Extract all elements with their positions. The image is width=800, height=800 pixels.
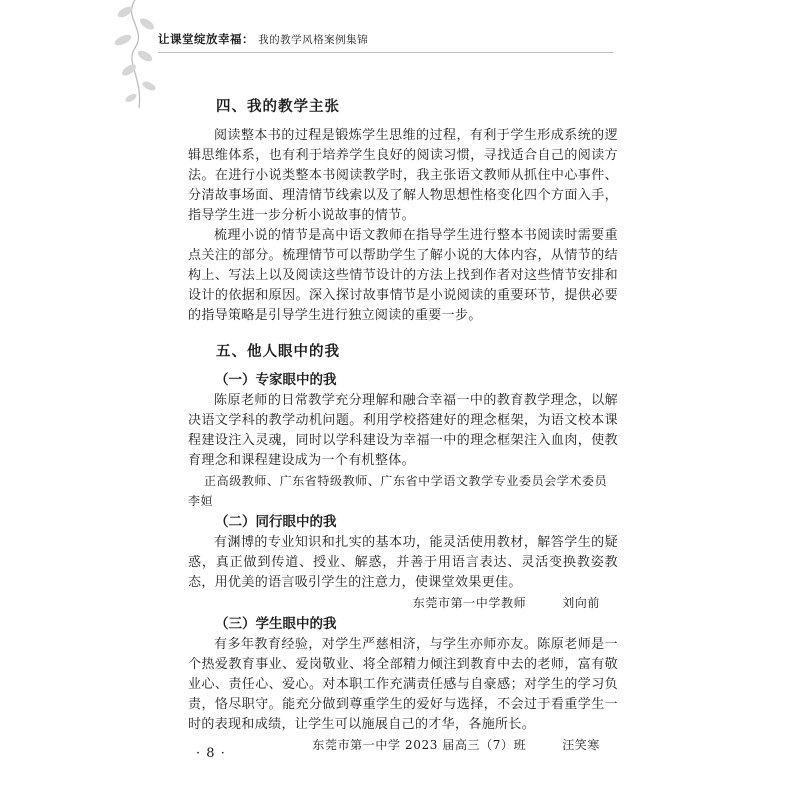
paragraph: 阅读整本书的过程是锻炼学生思维的过程，有利于学生形成系统的逻辑思维体系，也有利于培养学生良好的阅读习惯，寻找适合自己的阅读方法。在进行小说类整本书阅读教学时，我主张语文教师从抓住中心事件、分清故事场面、理清情节线索以及了解人物思想性格变化四个方面入手，指导学生进一步分析小说故事的情节。 bbox=[188, 128, 618, 223]
signature-name: 刘向前 bbox=[562, 596, 600, 610]
subheading-peer-view: （二）同行眼中的我 bbox=[215, 514, 337, 530]
signature-role: 东莞市第一中学 2023 届高三（7）班 bbox=[312, 738, 527, 752]
section-heading-others-view: 五、他人眼中的我 bbox=[216, 343, 340, 360]
page-content bbox=[188, 96, 618, 755]
subheading-student-view: （三）学生眼中的我 bbox=[215, 616, 337, 632]
signature-line bbox=[188, 735, 618, 755]
signature-role: 正高级教师、广东省特级教师、广东省中学语文教学专业委员会学术委员 bbox=[204, 474, 608, 488]
subheading-expert-view: （一）专家眼中的我 bbox=[215, 372, 337, 388]
paragraph: 有多年教育经验，对学生严慈相济，与学生亦师亦友。陈原老师是一个热爱教育事业、爱岗敬业、将全部精力倾注到教育中去的老师，富有敬业心、责任心、爱心。对本职工作充满责任感与自豪感；对学生的学习负责，恪尽职守。能充分做到尊重学生的爱好与选择，不会过于看重学生一时的表现和成绩，让学生可以施展自己的才华，各施所长。 bbox=[188, 637, 618, 732]
signature-name: 李姮 bbox=[188, 494, 214, 508]
header-title: 让课堂绽放幸福： bbox=[158, 32, 254, 46]
signature-line bbox=[188, 593, 618, 613]
header-divider bbox=[158, 52, 613, 53]
header-subtitle: 我的教学风格案例集锦 bbox=[258, 34, 369, 46]
running-header bbox=[158, 31, 618, 47]
paragraph: 陈原老师的日常教学充分理解和融合幸福一中的教育教学理念，以解决语文学科的教学动机问题。利用学校搭建好的理念框架，为语文校本课程建设注入灵魂，同时以学科建设为幸福一中的理念框架注入血肉，使教育理念和课程建设成为一个有机整体。 bbox=[188, 393, 618, 468]
decorative-vine-illustration bbox=[95, 0, 165, 110]
signature-name: 汪笑寒 bbox=[562, 738, 600, 752]
section-heading-teaching-proposition: 四、我的教学主张 bbox=[216, 98, 340, 115]
signature-role: 东莞市第一中学教师 bbox=[412, 596, 527, 610]
page-number: · 8 · bbox=[196, 746, 226, 761]
paragraph: 梳理小说的情节是高中语文教师在指导学生进行整本书阅读时需要重点关注的部分。梳理情节可以帮助学生了解小说的大体内容，从情节的结构上、写法上以及阅读这些情节设计的方法上找到作者对这些情节安排和设计的依据和原因。深入探讨故事情节是小说阅读的重要环节，提供必要的指导策略是引导学生进行独立阅读的重要一步。 bbox=[188, 228, 618, 323]
paragraph: 有渊博的专业知识和扎实的基本功，能灵活使用教材，解答学生的疑惑，真正做到传道、授业、解惑，并善于用语言表达、灵活变换教姿教态，用优美的语言吸引学生的注意力，使课堂效果更佳。 bbox=[188, 535, 618, 590]
